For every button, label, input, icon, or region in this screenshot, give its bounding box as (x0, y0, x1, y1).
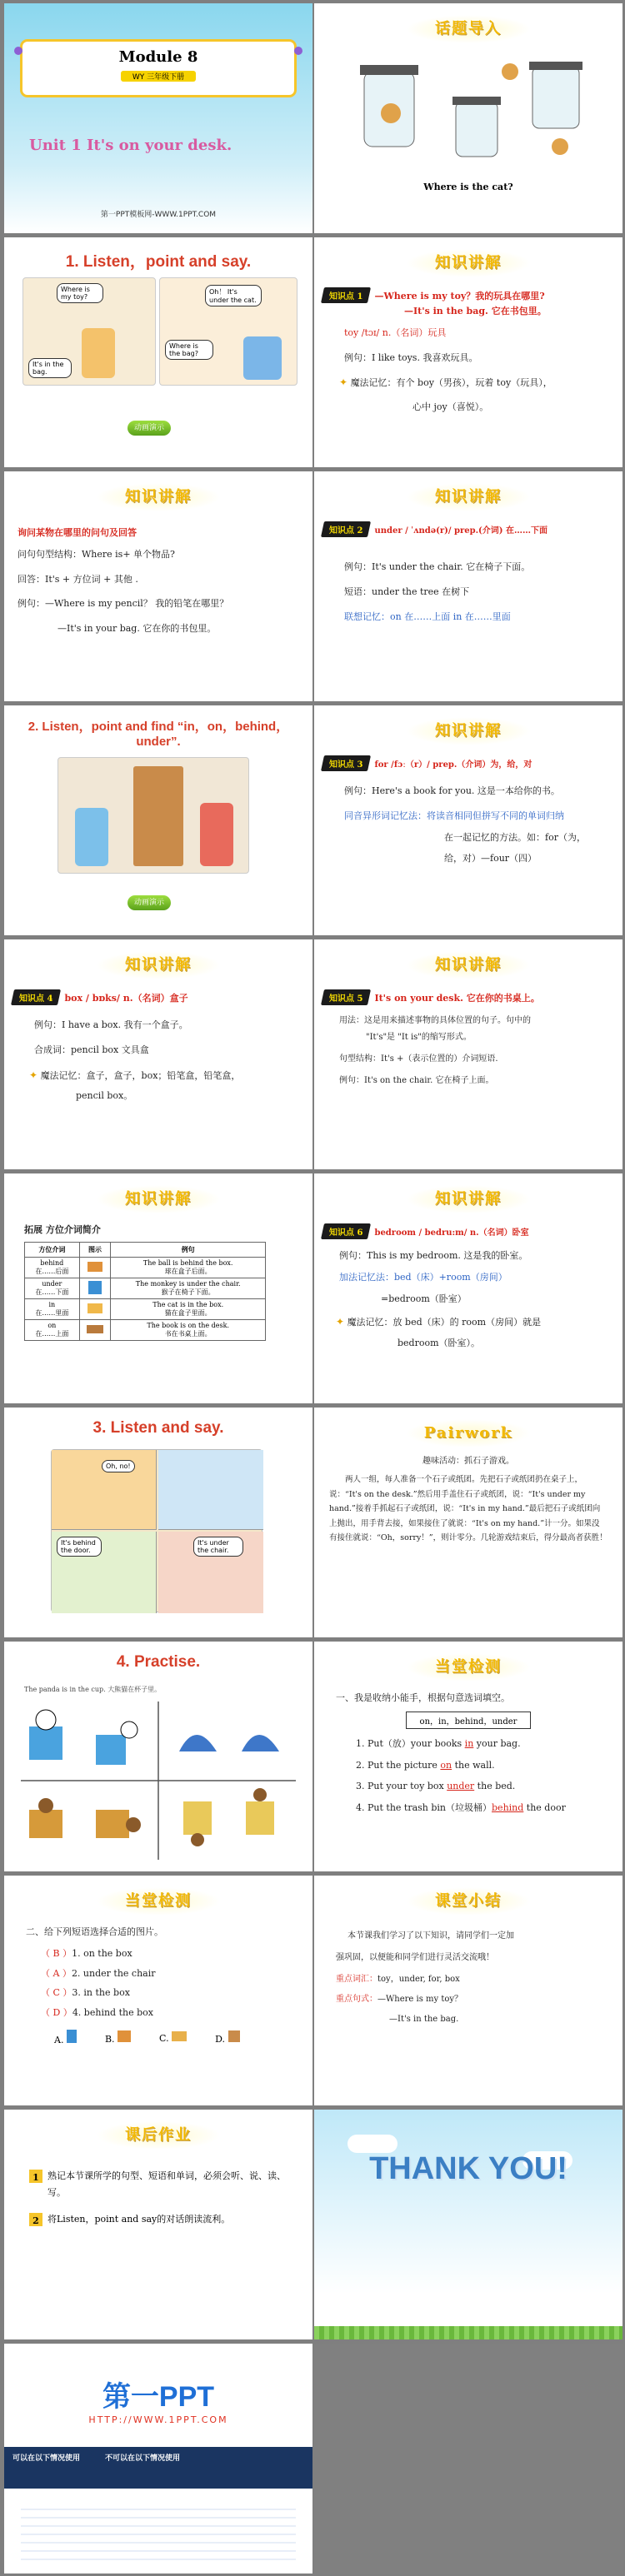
slide-heading: 知识讲解 (406, 951, 531, 979)
table-header: 例句 (111, 1242, 266, 1257)
box-icon (118, 2030, 131, 2042)
knowledge-point (12, 989, 312, 1005)
slide-test-2[interactable] (4, 1876, 312, 2105)
slide-knowledge-6[interactable] (314, 939, 622, 1169)
slide-heading: 知识讲解 (406, 1185, 531, 1213)
monkey-box-icon (29, 1798, 62, 1838)
play-animation-button[interactable]: 动画演示 (128, 417, 171, 436)
knowledge-line: for /fɔː（r）/ prep.（介词）为，给，对 (374, 760, 532, 770)
play-animation-button[interactable]: 动画演示 (128, 892, 171, 910)
memory-line: 加法记忆法：bed（床）+room（房间） (339, 1271, 508, 1283)
knowledge-tag: 知识点 2 (321, 521, 371, 537)
table-cell: The ball is behind the box. 球在盒子后面。 (111, 1257, 266, 1278)
rule-line: 问句句型结构：Where is+ 单个物品? (18, 548, 175, 560)
panda-cup-icon (96, 1721, 138, 1765)
slide-knowledge-5[interactable] (4, 939, 312, 1169)
option-d: D. (215, 2030, 239, 2045)
speech-bubble: Where is my toy? (57, 283, 103, 303)
option-c: C. (159, 2031, 187, 2044)
chair-monkey-icon (88, 1281, 102, 1294)
memory-line: ✦ 魔法记忆：有个 boy（男孩），玩着 toy（玩具）， (339, 376, 552, 389)
lightbulb-icon: ✦ (29, 1069, 38, 1081)
slide-heading: 话题导入 (406, 15, 531, 43)
grade-badge: WY 三年级下册 (121, 71, 196, 82)
usage-banner (4, 2447, 312, 2489)
slide-test-1[interactable] (314, 1642, 622, 1871)
scene-room-2 (159, 277, 298, 386)
speech-bubble: Oh！ It's under the cat. (205, 285, 262, 306)
jars-illustration (314, 55, 622, 188)
lightbulb-icon: ✦ (339, 376, 348, 389)
memory-line: 同音异形词记忆法：将读音相同但拼写不同的单词归纳 (344, 810, 564, 821)
rule-title: 询问某物在哪里的问句及回答 (18, 527, 137, 538)
table-header: 图示 (79, 1242, 111, 1257)
slide-heading: 4. Practise. (116, 1653, 201, 1671)
box-icon (172, 2031, 187, 2041)
child-figure (243, 336, 282, 380)
knowledge-tag: 知识点 5 (321, 989, 371, 1005)
question-text: 一、我是收纳小能手，根据句意选词填空。 (336, 1692, 510, 1703)
chair-monkey-icon (246, 1788, 274, 1835)
door-figure (133, 766, 183, 866)
number-badge: 2 (29, 2213, 42, 2226)
rule-line: 回答：It's + 方位词 + 其他 . (18, 573, 138, 585)
table-cell: under 在……下面 (25, 1278, 80, 1298)
memory-line: 给，对）—four（四） (444, 853, 538, 864)
slide-knowledge-3[interactable] (314, 471, 622, 701)
logo-url: HTTP://WWW.1PPT.COM (88, 2414, 228, 2425)
table-cell: The cat is in the box. 猫在盒子里面。 (111, 1298, 266, 1319)
module-title: Module 8 (118, 48, 198, 66)
knowledge-line: under / ˈʌndə(r)/ prep.(介词) 在……下面 (374, 526, 548, 536)
compound-line: 合成词：pencil box 文具盒 (34, 1044, 149, 1055)
slide-summary[interactable] (314, 1876, 622, 2105)
link-list (21, 2502, 296, 2560)
phrase-line: 短语：under the tree 在树下 (344, 585, 470, 597)
table-header: 方位介词 (25, 1242, 80, 1257)
table-row (25, 1319, 266, 1340)
cap-icon (242, 1735, 279, 1751)
fill-blank-4: 4. Put the trash bin（垃圾桶）behind the door (356, 1802, 566, 1814)
memory-line: ✦ 魔法记忆：盒子，盒子，box；铅笔盒，铅笔盒， (29, 1069, 241, 1081)
slide-heading: 3. Listen and say. (92, 1419, 224, 1437)
speech-bubble: It's behind the door. (57, 1537, 102, 1557)
usage-line: 用法：这是用来描述事物的具体位置的句子。句中的 (339, 1016, 531, 1025)
slide-prepositions-table[interactable] (4, 1173, 312, 1403)
number-badge: 1 (29, 2170, 42, 2183)
vocab-line: toy /tɔɪ/ n.（名词）玩具 (344, 326, 447, 338)
memory-line: bedroom（卧室）。 (398, 1337, 481, 1348)
slide-heading: 课后作业 (96, 2121, 221, 2150)
slide-heading: 当堂检测 (96, 1887, 221, 1916)
empty-cell (314, 2344, 622, 2574)
child-figure (82, 328, 115, 378)
summary-line: 强巩固，以便能和同学们进行灵活交流哦！ (336, 1953, 494, 1962)
chair-icon (67, 2030, 77, 2043)
example-line: 例句：I like toys. 我喜欢玩具。 (344, 351, 478, 363)
scene-room-3 (58, 757, 249, 874)
box-icon (228, 2030, 240, 2042)
desk-book-icon (87, 1325, 103, 1333)
option-a: A. (54, 2030, 77, 2045)
unit-title: Unit 1 It's on your desk. (29, 137, 232, 154)
table-cell-image (79, 1257, 111, 1278)
knowledge-line: box / bɒks/ n.（名词）盒子 (64, 992, 188, 1004)
title-card (22, 42, 294, 95)
speech-bubble: It's in the bag. (28, 358, 72, 378)
slide-listen-2[interactable] (4, 705, 312, 935)
slide-heading: 知识讲解 (406, 483, 531, 511)
table-row (25, 1278, 266, 1298)
slide-heading: 知识讲解 (406, 717, 531, 745)
comic-panels (51, 1449, 262, 1612)
knowledge-point (322, 755, 622, 771)
knowledge-line: —It's in the bag. 它在书包里。 (404, 306, 547, 316)
memory-line: ✦ 魔法记忆：放 bed（床）的 room（房间）就是 (336, 1316, 542, 1328)
match-item: （ D ）4. behind the box (41, 2007, 153, 2019)
table-cell: on 在……上面 (25, 1319, 80, 1340)
knowledge-line: It's on your desk. 它在你的书桌上。 (374, 992, 540, 1004)
key-vocab: 重点词汇：toy，under, for, box (336, 1975, 460, 1984)
monkey-box-icon (96, 1810, 141, 1838)
table-cell: behind 在……后面 (25, 1257, 80, 1278)
homework-item: 1 熟记本节课所学的句型、短语和单词，必须会听、说、读、写。 (29, 2168, 296, 2201)
knowledge-tag: 知识点 6 (321, 1223, 371, 1239)
option-images (54, 2030, 312, 2045)
key-sentence: 重点句式：—Where is my toy？ (336, 1995, 463, 2004)
word-bank: on，in，behind，under (406, 1712, 531, 1729)
panda-cup-icon (29, 1710, 62, 1760)
preposition-table (24, 1242, 266, 1341)
slide-heading: 1. Listen，point and say. (65, 253, 252, 271)
slide-topic[interactable] (314, 3, 622, 233)
memory-line: 联想记忆：on 在……上面 in 在……里面 (344, 610, 511, 622)
slide-practise[interactable] (4, 1642, 312, 1871)
practise-grid (4, 1702, 312, 1860)
bead-icon (14, 47, 22, 55)
question-text: 二、给下列短语选择合适的图片。 (26, 1926, 163, 1937)
knowledge-point (322, 521, 622, 537)
speech-bubble: Where is the bag? (165, 340, 213, 360)
fill-blank-2: 2. Put the picture on the wall. (356, 1759, 495, 1771)
example-line: 例句：This is my bedroom. 这是我的卧室。 (339, 1250, 528, 1261)
table-cell: The monkey is under the chair. 猴子在椅子下面。 (111, 1278, 266, 1298)
slide-heading: 当堂检测 (406, 1653, 531, 1682)
table-cell: in 在……里面 (25, 1298, 80, 1319)
child-figure (75, 808, 108, 866)
memory-line: pencil box。 (76, 1090, 133, 1102)
slide-heading: 知识讲解 (96, 483, 221, 511)
memory-line: 在一起记忆的方法。如：for（为， (444, 831, 586, 843)
table-caption: 拓展 方位介词简介 (24, 1224, 101, 1235)
slide-listen-3[interactable] (4, 1408, 312, 1637)
slide-heading: 知识讲解 (406, 249, 531, 277)
slide-heading: 知识讲解 (96, 951, 221, 979)
fill-blank-3: 3. Put your toy box under the bed. (356, 1781, 516, 1792)
activity-text: 两人一组，每人准备一个石子或纸团。先把石子或纸团扔在桌子上，说：“It's on the desk.”然后用手盖住石子或纸团，说：“It's under my hand.”接着手抓起石子或纸团，说：“It's in my hand.”最后把石子或纸团向上抛出，用手背去接，如果接住了就说：“It's on my hand.”计一分。如果没有接住就说：“Oh，sorry！”，则计零分。几轮游戏结束后，得分最高者获胜！ (329, 1475, 608, 1543)
key-sentence: —It's in the bag. (389, 2015, 459, 2024)
memory-line: 心中 joy（喜悦）。 (412, 401, 489, 412)
example-line: 例句：—Where is my pencil？ 我的铅笔在哪里？ (18, 598, 229, 610)
summary-line: 本节课我们学习了以下知识，请同学们一定加 (348, 1931, 514, 1941)
table-cell: The book is on the desk. 书在书桌上面。 (111, 1319, 266, 1340)
table-cell-image (79, 1298, 111, 1319)
table-cell-image (79, 1278, 111, 1298)
speech-bubble: Oh, no! (102, 1460, 135, 1472)
slide-ad[interactable] (4, 2344, 312, 2574)
match-item: （ A ）2. under the chair (41, 1967, 156, 1979)
table-row (25, 1257, 266, 1278)
table-cell-image (79, 1319, 111, 1340)
knowledge-point (322, 1223, 622, 1239)
allowed-title: 可以在以下情况使用 (12, 2454, 81, 2463)
example-line: 例句：Here's a book for you. 这是一本给你的书。 (344, 785, 560, 796)
slide-heading: 知识讲解 (96, 1185, 221, 1213)
box-ball-icon (88, 1262, 102, 1272)
logo-text: 第一PPT (102, 2381, 215, 2413)
example-line: —It's in your bag. 它在你的书包里。 (58, 623, 217, 635)
slide-thank-you[interactable] (314, 2110, 622, 2339)
homework-item: 2 将Listen，point and say的对话朗读流利。 (29, 2211, 296, 2228)
example-line: 例句：It's under the chair. 它在椅子下面。 (344, 561, 531, 572)
match-item: （ C ）3. in the box (41, 1987, 130, 1999)
slide-heading: Pairwork (406, 1419, 531, 1447)
table-row (25, 1298, 266, 1319)
footer-text: 第一PPT模板网-WWW.1PPT.COM (100, 211, 217, 219)
pattern-line: 句型结构：It's +（表示位置的）介词短语. (339, 1054, 498, 1064)
knowledge-tag: 知识点 1 (321, 287, 371, 303)
slide-heading: 2. Listen，point and find “in，on，behind，under”. (28, 720, 289, 749)
slide-knowledge-1[interactable] (314, 237, 622, 467)
thank-you-text: THANK YOU! (369, 2151, 568, 2186)
activity-title: 趣味活动：抓石子游戏。 (422, 1457, 514, 1466)
example-line: 例句：I have a box. 我有一个盒子。 (34, 1019, 188, 1030)
knowledge-tag: 知识点 3 (321, 755, 371, 771)
table-header-row (25, 1242, 266, 1257)
slide-knowledge-4[interactable] (314, 705, 622, 935)
question-text: Where is the cat? (423, 182, 513, 192)
fill-blank-1: 1. Put（放）your books in your bag. (356, 1737, 521, 1749)
knowledge-tag: 知识点 4 (11, 989, 61, 1005)
lightbulb-icon: ✦ (336, 1316, 345, 1328)
box-cat-icon (88, 1303, 102, 1313)
slide-knowledge-7[interactable] (314, 1173, 622, 1403)
slide-title[interactable] (4, 3, 312, 233)
scene-room-1 (22, 277, 156, 386)
speech-bubble: It's under the chair. (193, 1537, 243, 1557)
match-item: （ B ）1. on the box (41, 1947, 132, 1959)
slide-homework[interactable] (4, 2110, 312, 2339)
disallowed-title: 不可以在以下情况使用 (105, 2454, 181, 2463)
cap-icon (179, 1735, 217, 1751)
child-figure (200, 803, 233, 866)
bead-icon (294, 47, 302, 55)
knowledge-line: —Where is my toy？我的玩具在哪里? (374, 290, 545, 301)
knowledge-point (322, 287, 622, 303)
slide-heading: 课堂小结 (406, 1887, 531, 1916)
slide-pairwork[interactable] (314, 1408, 622, 1637)
example-line: 例句：It's on the chair. 它在椅子上面。 (339, 1076, 494, 1085)
knowledge-point (322, 989, 622, 1005)
knowledge-line: bedroom / bedru:m/ n.（名词）卧室 (374, 1228, 529, 1238)
example-hint: The panda is in the cup. 大熊猫在杯子里。 (24, 1686, 162, 1693)
memory-line: =bedroom（卧室） (381, 1293, 467, 1304)
slide-knowledge-2[interactable] (4, 471, 312, 701)
option-b: B. (105, 2030, 131, 2045)
chair-monkey-icon (183, 1801, 212, 1846)
usage-line: "It's"是 "It is"的缩写形式。 (366, 1033, 472, 1042)
slide-listen-1[interactable] (4, 237, 312, 467)
